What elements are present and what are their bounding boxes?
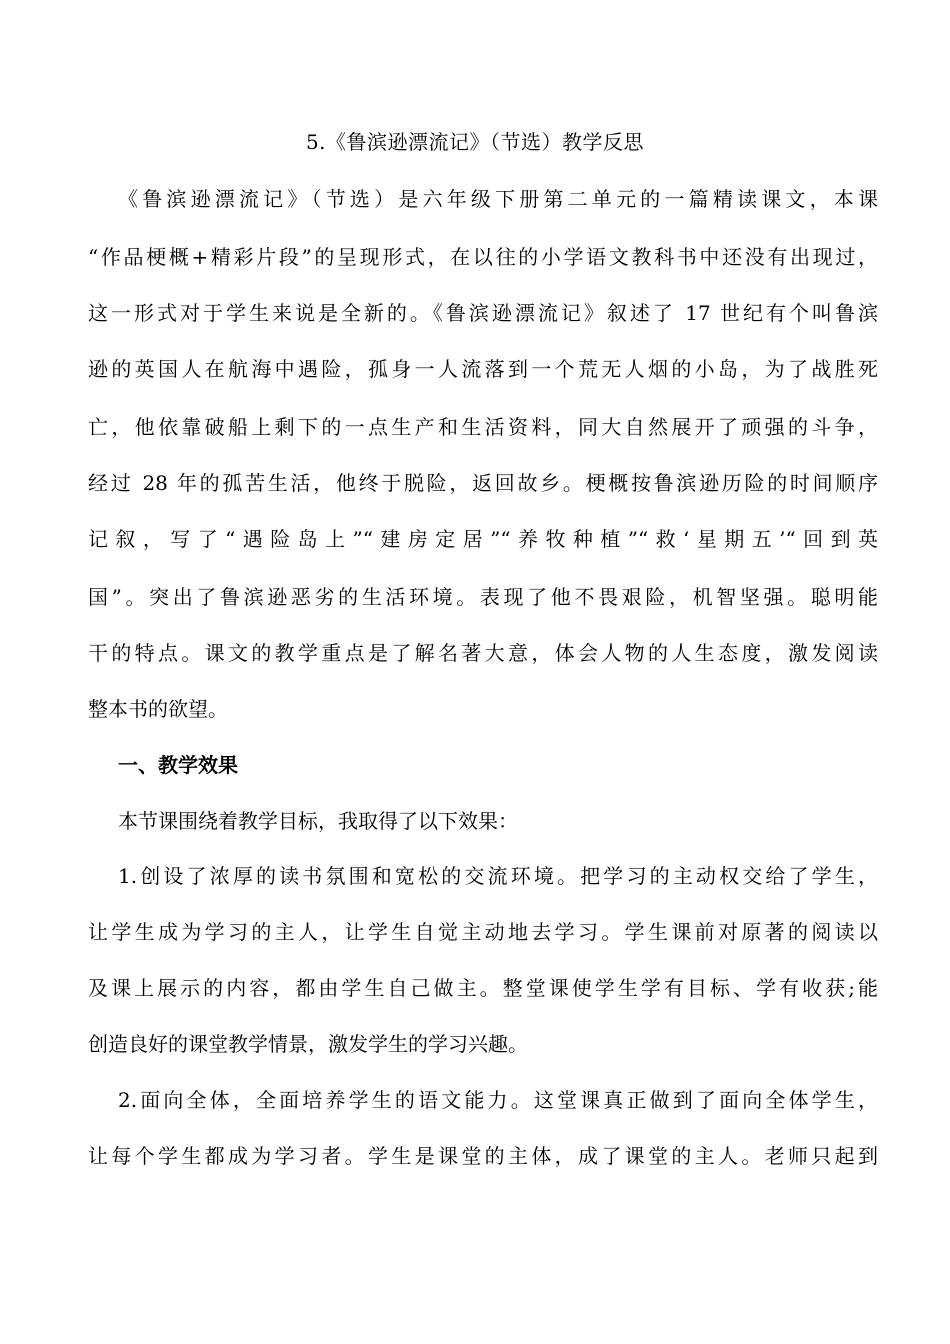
document-title: 5.《鲁滨逊漂流记》（节选）教学反思 [305,130,645,154]
paragraph-line: 2.面向全体，全面培养学生的语文能力。这堂课真正做到了面向全体学生， [118,1088,878,1112]
paragraph-line: 逊的英国人在航海中遇险，孤身一人流落到一个荒无人烟的小岛，为了战胜死 [88,357,878,381]
paragraph-line: 亡，他依靠破船上剩下的一点生产和生活资料，同大自然展开了顽强的斗争， [88,415,878,439]
paragraph-line: 这一形式对于学生来说是全新的。《鲁滨逊漂流记》叙述了 17 世纪有个叫鲁滨 [88,301,878,325]
paragraph-line: 让每个学生都成为学习者。学生是课堂的主体，成了课堂的主人。老师只起到 [88,1144,878,1168]
paragraph-line: 干的特点。课文的教学重点是了解名著大意，体会人物的人生态度，激发阅读 [88,641,878,665]
paragraph-line: 及课上展示的内容，都由学生自己做主。整堂课使学生学有目标、学有收获;能 [88,976,878,1000]
paragraph-line: 记叙，写了“遇险岛上”“建房定居”“养牧种植”“救‘星期五’“回到英 [88,527,878,551]
paragraph-line: 国”。突出了鲁滨逊恶劣的生活环境。表现了他不畏艰险，机智坚强。聪明能 [88,585,878,609]
paragraph-line: 1.创设了浓厚的读书氛围和宽松的交流环境。把学习的主动权交给了学生， [118,864,878,888]
paragraph-line: 创造良好的课堂教学情景，激发学生的学习兴趣。 [88,1032,528,1056]
paragraph-line: 经过 28 年的孤苦生活，他终于脱险，返回故乡。梗概按鲁滨逊历险的时间顺序 [88,471,878,495]
paragraph-line: 整本书的欲望。 [88,697,228,721]
section-heading: 一、教学效果 [118,753,238,777]
paragraph-line: “作品梗概+精彩片段”的呈现形式，在以往的小学语文教科书中还没有出现过， [88,245,878,269]
paragraph-line: 《鲁滨逊漂流记》（节选）是六年级下册第二单元的一篇精读课文，本课 [118,187,878,211]
paragraph-line: 让学生成为学习的主人，让学生自觉主动地去学习。学生课前对原著的阅读以 [88,920,878,944]
paragraph-line: 本节课围绕着教学目标，我取得了以下效果： [118,809,518,833]
